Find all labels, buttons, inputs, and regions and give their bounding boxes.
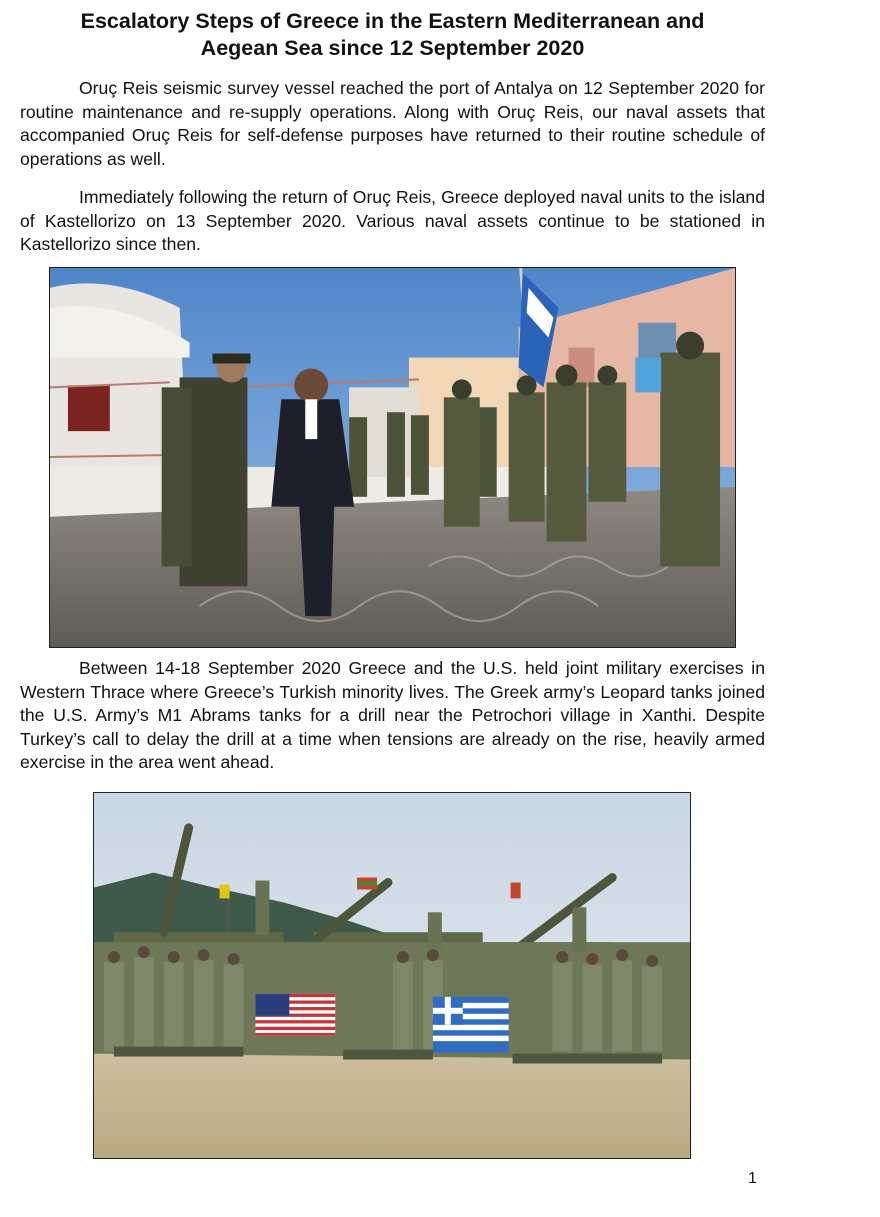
photo-kastellorizo-honor-guard (49, 267, 736, 648)
photo-kastellorizo-illustration (50, 268, 735, 647)
title-line-1: Escalatory Steps of Greece in the Eastern Mediterranean and (80, 9, 705, 33)
paragraph-kastellorizo-deployment: Immediately following the return of Oruç Reis, Greece deployed naval units to the island of Kastellorizo on 13 September 2020. Various naval assets continue to be stationed in Kastellorizo since then. (20, 187, 765, 254)
photo-tank-exercise-illustration (94, 793, 690, 1158)
paragraph-oruc-reis-return: Oruç Reis seismic survey vessel reached the port of Antalya on 12 September 2020 for routine maintenance and re-supply operations. Along with Oruç Reis, our naval assets that accompanied Oruç Reis for self-defense purposes have returned to their routine schedule of operations as well. (20, 78, 765, 169)
paragraph-western-thrace-exercise: Between 14-18 September 2020 Greece and the U.S. held joint military exercises in Western Thrace where Greece’s Turkish minority lives. The Greek army’s Leopard tanks joined the U.S. Army’s M1 Abrams tanks for a drill near the Petrochori village in Xanthi. Despite Turkey’s call to delay the drill at a time when tensions are already on the rise, heavily armed exercise in the area went ahead. (20, 658, 765, 772)
page-number: 1 (748, 1170, 757, 1187)
photo-joint-tank-exercise (93, 792, 691, 1159)
document-title (20, 8, 765, 62)
greek-flag-illustration (433, 997, 509, 1053)
title-line-2: Aegean Sea since 12 September 2020 (200, 36, 585, 60)
us-flag-illustration (255, 994, 335, 1036)
